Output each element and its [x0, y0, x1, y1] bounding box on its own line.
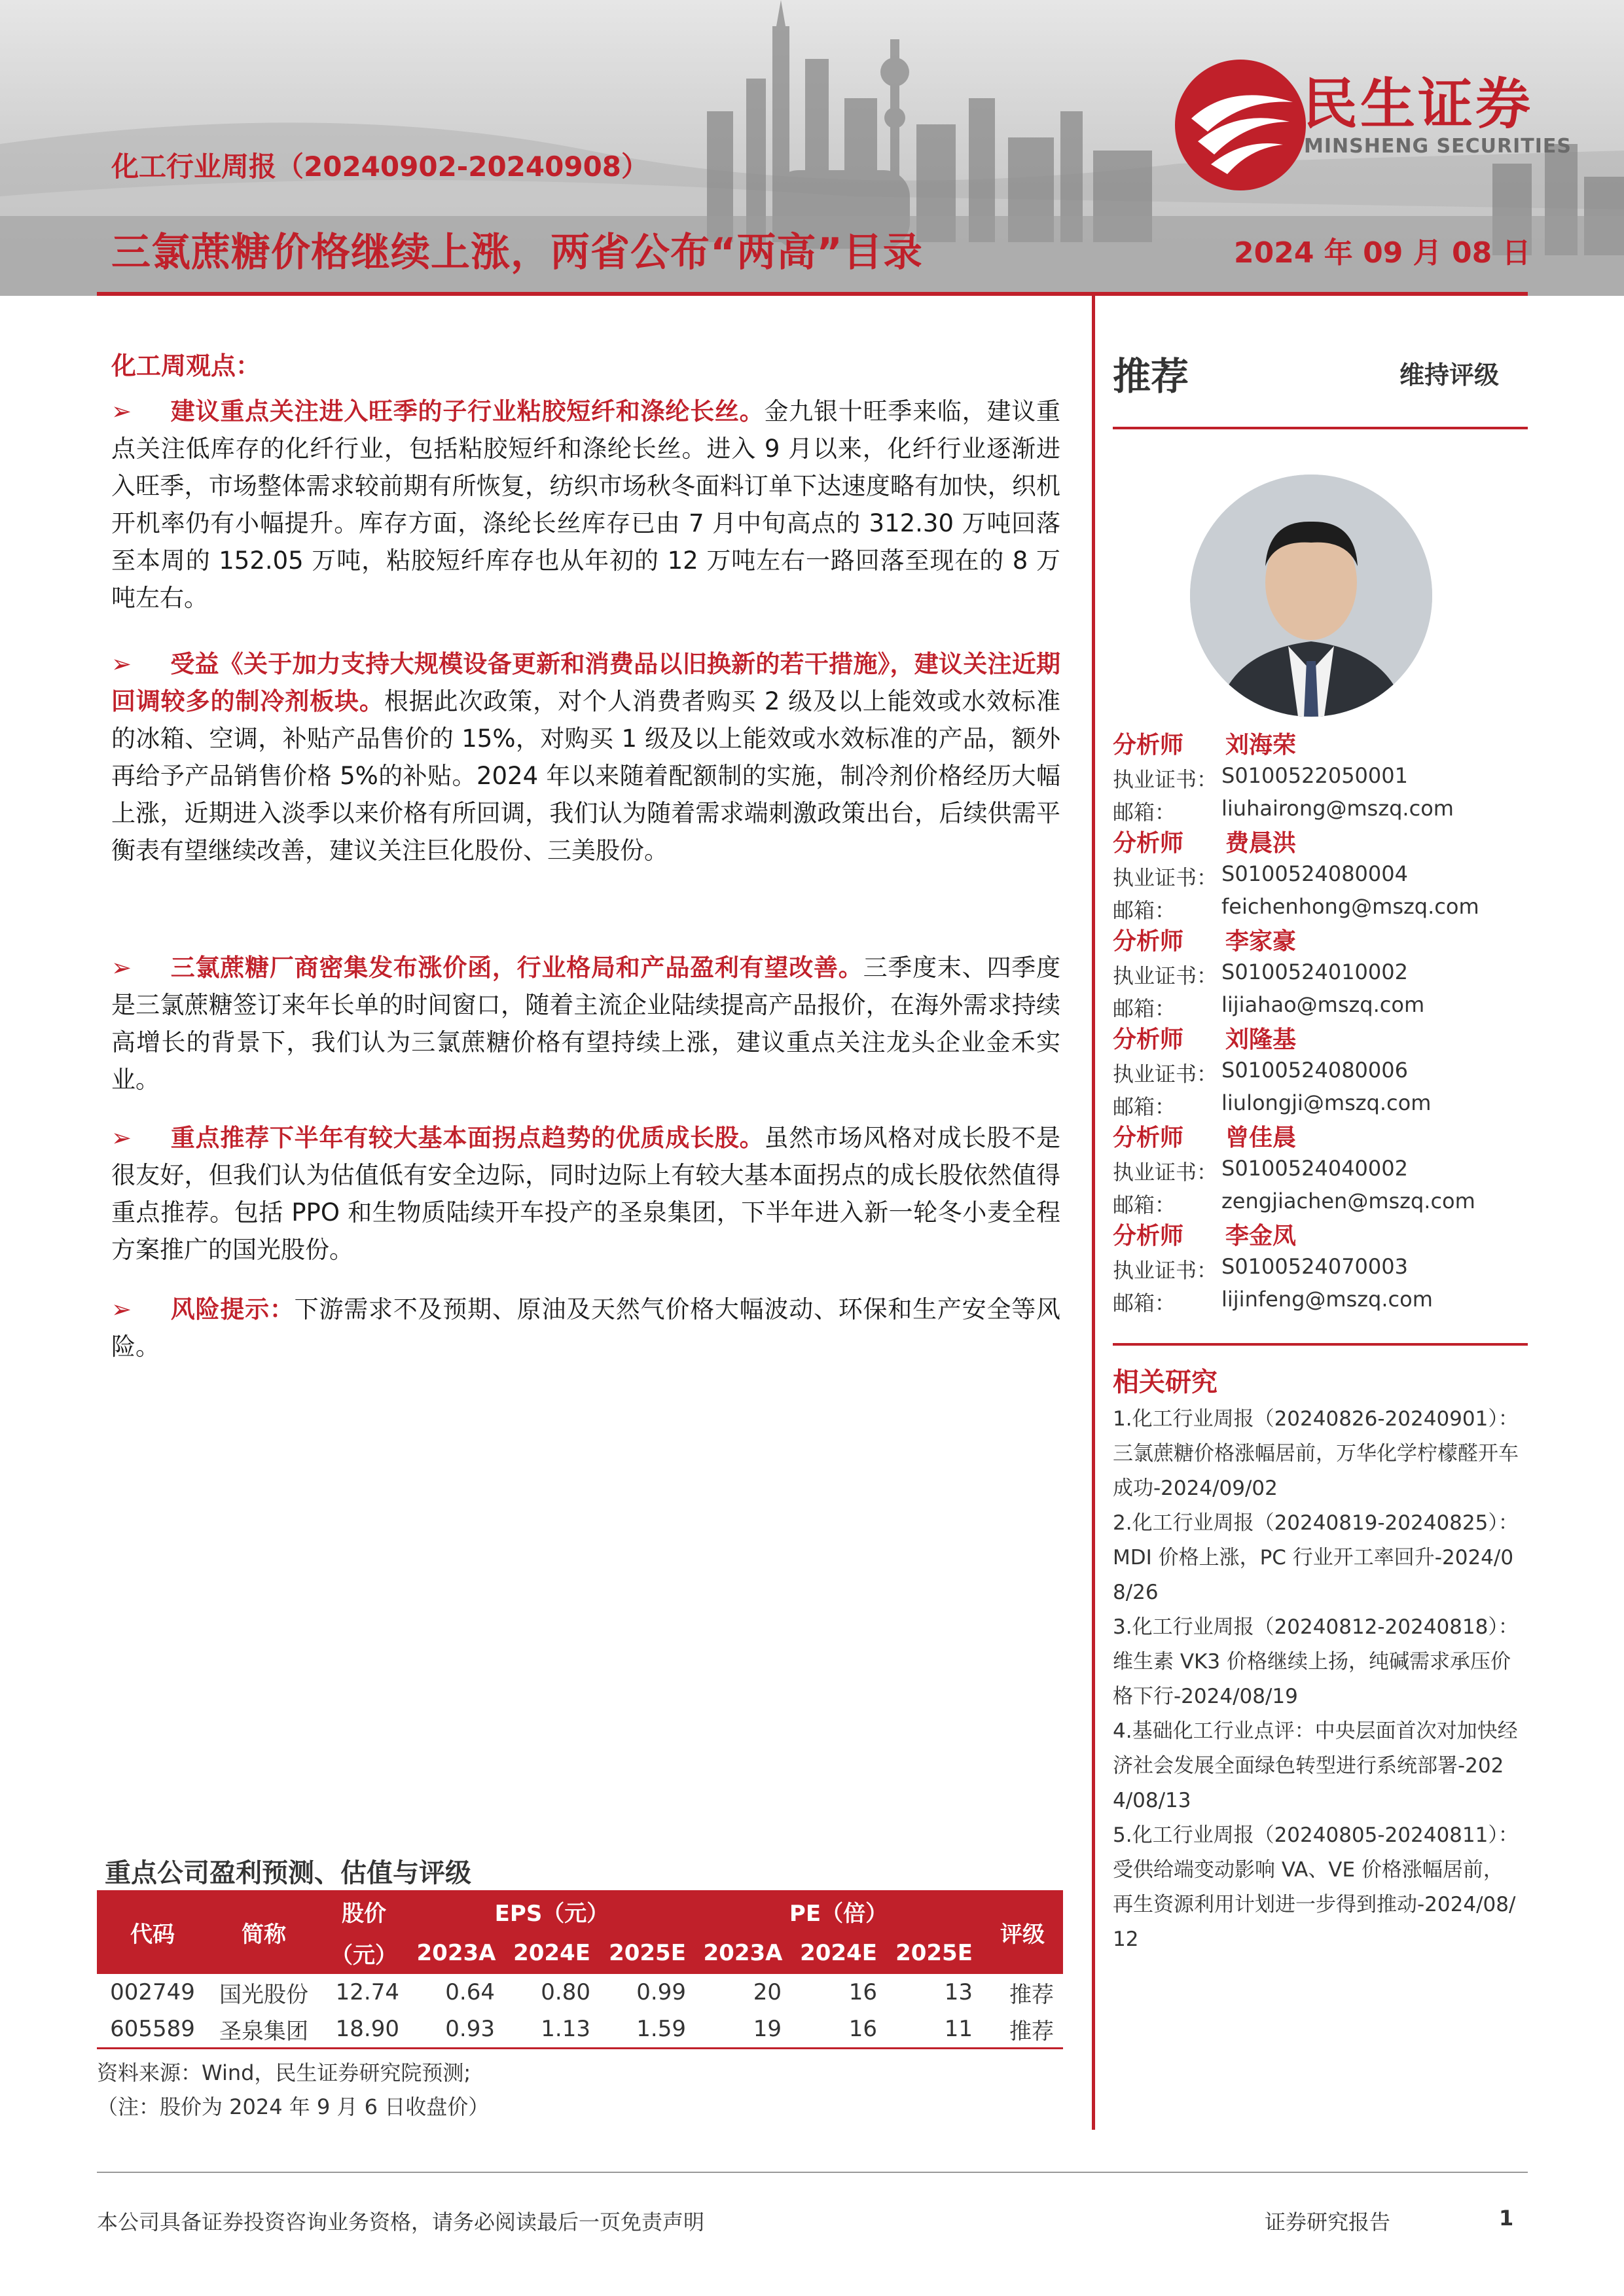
cell-eps: 0.64: [445, 1979, 495, 2005]
analysts-rule: [1113, 1343, 1528, 1346]
table-header-row: [97, 1890, 1063, 1932]
rating-rule: [1113, 427, 1528, 429]
related-title: 相关研究: [1113, 1367, 1218, 1397]
col-header-price-unit: （元）: [319, 1932, 408, 1974]
logo: [1172, 56, 1309, 194]
table-note: （注：股价为 2024 年 9 月 6 日收盘价）: [97, 2094, 490, 2119]
email-label: 邮箱：: [1113, 1291, 1176, 1316]
cell-pe: 11: [886, 2011, 982, 2049]
portrait-icon: [1190, 475, 1432, 717]
analyst-role: 分析师: [1113, 928, 1184, 955]
footer-disclaimer: 本公司具备证券投资咨询业务资格，请务必阅读最后一页免责声明: [97, 2210, 705, 2234]
col-header-price: 股价: [319, 1890, 408, 1932]
bullet-2-text: 根据此次政策，对个人消费者购买 2 级及以上能效或水效标准的冰箱、空调，补贴产品售价的 15%，对购买 1 级及以上能效或水效标准的产品，额外再给予产品销售价格 5%的补贴。2024 年以来随着配额制的实施，制冷剂价格经历大幅上涨，近期进入淡季以来价格有所回调，我们认为随着需求端刺激政策出台，后续供需平衡表有望继续改善，建议关注巨化股份、三美股份。: [111, 687, 1061, 865]
cert-number: S0100524080006: [1221, 1058, 1408, 1083]
col-header-year: 2024E: [504, 1932, 600, 1974]
table-source: 资料来源：Wind，民生证券研究院预测;: [97, 2060, 471, 2085]
page-number: 1: [1499, 2206, 1514, 2231]
related-item[interactable]: 1.化工行业周报（20240826-20240901）：三氯蔗糖价格涨幅居前，万华化学柠檬醛开车成功-2024/09/02: [1113, 1407, 1519, 1500]
cert-label: 执业证书：: [1113, 1258, 1218, 1283]
rating-note: 维持评级: [1399, 361, 1500, 389]
analyst-photo: [1190, 475, 1432, 717]
analyst-name: 费晨洪: [1225, 830, 1297, 857]
bullet-2: [111, 645, 1060, 869]
bullet-4-text: 虽然市场风格对成长股不是很友好，但我们认为估值低有安全边际，同时边际上有较大基本面拐点的成长股依然值得重点推荐。包括 PPO 和生物质陆续开车投产的圣泉集团，下半年进入新一轮冬小麦全程方案推广的国光股份。: [111, 1124, 1061, 1264]
cert-number: S0100524070003: [1221, 1254, 1408, 1279]
arrow-icon: ➢: [111, 397, 132, 425]
cell-price: 18.90: [319, 2011, 408, 2049]
cell-price: 12.74: [335, 1979, 399, 2005]
col-header-year: 2024E: [791, 1932, 886, 1974]
cert-label: 执业证书：: [1113, 1062, 1218, 1086]
analyst-role: 分析师: [1113, 1124, 1184, 1151]
cell-pe: 19: [695, 2011, 791, 2049]
col-header-year: 2025E: [886, 1932, 982, 1974]
section-title: 化工周观点：: [111, 351, 261, 380]
cell-pe: 16: [791, 2011, 886, 2049]
col-header-pe: PE（倍）: [695, 1890, 982, 1932]
footer-rule: [97, 2172, 1528, 2173]
cell-pe: 16: [848, 1979, 877, 2005]
analyst-name: 刘隆基: [1225, 1026, 1297, 1053]
email-label: 邮箱：: [1113, 1193, 1176, 1217]
report-date: 2024 年 09 月 08 日: [1234, 236, 1531, 270]
cert-number: S0100524040002: [1221, 1156, 1408, 1181]
footer-doc-type: 证券研究报告: [1265, 2210, 1391, 2234]
table-row: [97, 1974, 1063, 2011]
cell-name: 国光股份: [219, 1981, 308, 2008]
bullet-2-heading: 受益《关于加力支持大规模设备更新和消费品以旧换新的若干措施》，建议关注近期回调较多的制冷剂板块。: [111, 650, 1060, 715]
related-item[interactable]: 2.化工行业周报（20240819-20240825）：MDI 价格上涨，PC 行业开工率回升-2024/08/26: [1113, 1511, 1519, 1604]
cell-code: 002749: [110, 1979, 195, 2005]
col-header-year: 2023A: [695, 1932, 791, 1974]
col-header-year: 2023A: [408, 1932, 504, 1974]
report-title: 三氯蔗糖价格继续上涨，两省公布“两高”目录: [111, 230, 923, 276]
header-rule: [97, 292, 1528, 296]
cell-eps: 0.93: [408, 2011, 504, 2049]
col-header-eps: EPS（元）: [408, 1890, 695, 1932]
cert-number: S0100522050001: [1221, 763, 1408, 788]
related-item[interactable]: 3.化工行业周报（20240812-20240818）：维生素 VK3 价格继续上扬，纯碱需求承压价格下行-2024/08/19: [1113, 1615, 1519, 1708]
cell-eps: 0.80: [541, 1979, 590, 2005]
analyst-role: 分析师: [1113, 732, 1184, 759]
cell-name: 圣泉集团: [208, 2011, 319, 2049]
arrow-icon: ➢: [111, 1124, 132, 1152]
bullet-1-text: 金九银十旺季来临，建议重点关注低库存的化纤行业，包括粘胶短纤和涤纶长丝。进入 9 月以来，化纤行业逐渐进入旺季，市场整体需求较前期有所恢复，纺织市场秋冬面料订单下达速度略有加快，织机开机率仍有小幅提升。库存方面，涤纶长丝库存已由 7 月中旬高点的 312.30 万吨回落至本周的 152.05 万吨，粘胶短纤库存也从年初的 12 万吨左右一路回落至现在的 8 万吨左右。: [111, 397, 1061, 612]
arrow-icon: ➢: [111, 650, 132, 678]
cell-code: 605589: [97, 2011, 208, 2049]
bullet-5-text: 下游需求不及预期、原油及天然气价格大幅波动、环保和生产安全等风险。: [111, 1295, 1061, 1361]
col-header-name: 简称: [208, 1890, 319, 1974]
email-link[interactable]: feichenhong@mszq.com: [1221, 894, 1479, 919]
report-type: 化工行业周报（20240902-20240908）: [111, 151, 649, 183]
analyst-name: 曾佳晨: [1225, 1124, 1297, 1151]
cert-number: S0100524010002: [1221, 960, 1408, 984]
email-label: 邮箱：: [1113, 800, 1176, 825]
cert-label: 执业证书：: [1113, 865, 1218, 890]
bullet-3-heading: 三氯蔗糖厂商密集发布涨价函，行业格局和产品盈利有望改善。: [170, 954, 863, 982]
col-header-code: 代码: [97, 1890, 208, 1974]
email-link[interactable]: liuhairong@mszq.com: [1221, 796, 1454, 821]
analyst-name: 李家豪: [1225, 928, 1297, 955]
related-list: [1113, 1402, 1519, 1957]
cert-label: 执业证书：: [1113, 767, 1218, 792]
email-label: 邮箱：: [1113, 996, 1176, 1021]
bullet-4: [111, 1119, 1060, 1268]
arrow-icon: ➢: [111, 954, 132, 982]
minsheng-logo-icon: [1172, 56, 1309, 194]
cell-rating: 推荐: [982, 2011, 1063, 2049]
arrow-icon: ➢: [111, 1295, 132, 1323]
cell-pe: 20: [753, 1979, 782, 2005]
column-divider: [1092, 296, 1095, 2130]
bullet-1: [111, 393, 1060, 617]
cert-label: 执业证书：: [1113, 963, 1218, 988]
cell-rating: 推荐: [1009, 1981, 1054, 2008]
email-label: 邮箱：: [1113, 1094, 1176, 1119]
logo-en-text: MINSHENG SECURITIES: [1304, 135, 1572, 158]
analyst-name: 刘海荣: [1225, 732, 1297, 759]
bullet-5: [111, 1291, 1060, 1365]
bullet-3-text: 三季度末、四季度是三氯蔗糖签订来年长单的时间窗口，随着主流企业陆续提高产品报价，在海外需求持续高增长的背景下，我们认为三氯蔗糖价格有望持续上涨，建议重点关注龙头企业金禾实业。: [111, 954, 1061, 1094]
email-link[interactable]: zengjiachen@mszq.com: [1221, 1189, 1475, 1213]
bullet-4-heading: 重点推荐下半年有较大基本面拐点趋势的优质成长股。: [170, 1124, 765, 1152]
bullet-1-heading: 建议重点关注进入旺季的子行业粘胶短纤和涤纶长丝。: [170, 397, 765, 425]
cell-eps: 1.59: [600, 2011, 695, 2049]
email-label: 邮箱：: [1113, 898, 1176, 923]
rating: 推荐: [1113, 354, 1189, 399]
col-header-year: 2025E: [600, 1932, 695, 1974]
cell-eps: 1.13: [504, 2011, 600, 2049]
cert-number: S0100524080004: [1221, 861, 1408, 886]
analyst-name: 李金凤: [1225, 1223, 1297, 1249]
analyst-role: 分析师: [1113, 1026, 1184, 1053]
col-header-rating: 评级: [982, 1890, 1063, 1974]
email-link[interactable]: liulongji@mszq.com: [1221, 1090, 1432, 1115]
cell-pe: 13: [944, 1979, 973, 2005]
bullet-3: [111, 949, 1060, 1098]
bullet-5-heading: 风险提示：: [170, 1295, 295, 1323]
logo-cn-text: 民生证券: [1303, 72, 1534, 136]
related-item[interactable]: 4.基础化工行业点评：中央层面首次对加快经济社会发展全面绿色转型进行系统部署-2024/08/13: [1113, 1719, 1518, 1812]
email-link[interactable]: lijiahao@mszq.com: [1221, 992, 1425, 1017]
table-title: 重点公司盈利预测、估值与评级: [105, 1858, 471, 1888]
email-link[interactable]: lijinfeng@mszq.com: [1221, 1287, 1433, 1312]
analyst-role: 分析师: [1113, 830, 1184, 857]
analyst-role: 分析师: [1113, 1223, 1184, 1249]
forecast-table: [97, 1890, 1063, 2049]
cell-eps: 0.99: [636, 1979, 686, 2005]
cert-label: 执业证书：: [1113, 1160, 1218, 1185]
related-item[interactable]: 5.化工行业周报（20240805-20240811）：受供给端变动影响 VA、VE 价格涨幅居前，再生资源利用计划进一步得到推动-2024/08/12: [1113, 1823, 1519, 1951]
table-row: [97, 2011, 1063, 2049]
